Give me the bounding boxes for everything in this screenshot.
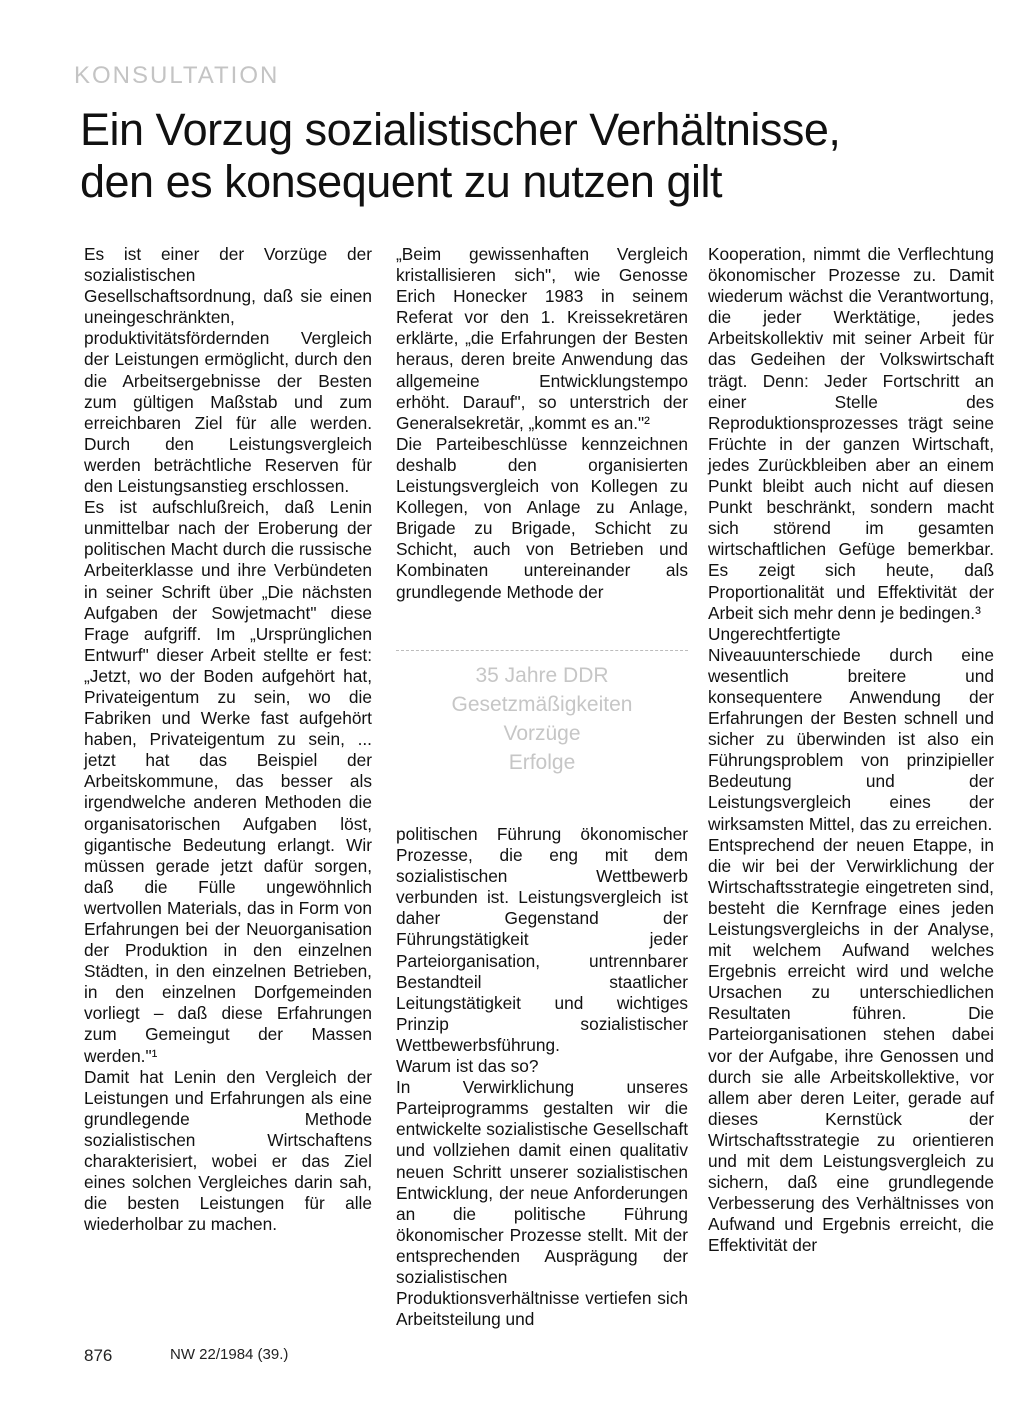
text-column-3 [708,244,994,1257]
anniversary-stamp [396,650,688,811]
issue-reference: NW 22/1984 (39.) [170,1346,289,1363]
paragraph: Ungerechtfertigte Niveauunterschiede durch eine wesentlich breitere und konsequentere Anwendung der Erfahrungen der Besten schnell und sicher zu überwinden ist also ein Führungsproblem von prinzipieller Bedeutung und der Leistungsvergleich eines der wirksamsten Mittel, das zu erreichen. [708,623,994,834]
paragraph: „Beim gewissenhaften Vergleich kristallisieren sich", wie Genosse Erich Honecker 1983 in seinem Referat vor den 1. Kreissekretären erklärte, „die Erfahrungen der Besten heraus, deren breite Anwendung das allgemeine Entwicklungstempo erhöht. Darauf", so unterstrich der Generalsekretär, „kommt es an."² [396,244,688,433]
text-column-2-top [396,244,688,603]
headline-line-1: Ein Vorzug sozialistischer Verhältnisse, [80,104,841,155]
headline-line-2: den es konsequent zu nutzen gilt [80,156,722,207]
paragraph: politischen Führung ökonomischer Prozesse, die eng mit dem sozialistischen Wettbewerb verbunden ist. Leistungsvergleich ist daher Gegenstand der Führungstätigkeit jeder Parteiorganisation, untrennbarer Bestandteil staatlicher Leitungstätigkeit und wichtiges Prinzip sozialistischer Wettbewerbsführung. [396,824,688,1055]
paragraph: Kooperation, nimmt die Verflechtung ökonomischer Prozesse zu. Damit wiederum wächst die Verantwortung, die jeder Werktätige, jedes Arbeitskollektiv mit seiner Arbeit für das Gedeihen der Volkswirtschaft trägt. Denn: Jeder Fortschritt an einer Stelle des Reproduktionsprozesses trägt seine Früchte in der ganzen Wirtschaft, jedes Zurückbleiben aber an einem Punkt bleibt auch nicht auf diesen Punkt beschränkt, sondern macht sich störend im gesamten wirtschaftlichen Gefüge bemerkbar. Es zeigt sich heute, daß Proportionalität und Effektivität der Arbeit sich mehr denn je bedingen.³ [708,244,994,623]
paragraph: Damit hat Lenin den Vergleich der Leistungen und Erfahrungen als eine grundlegende Methode sozialistischen Wirtschaftens charakterisiert, wobei er das Ziel eines solchen Vergleiches darin sah, die besten Leistungen für alle wiederholbar zu machen. [84,1066,372,1235]
stamp-line-3: Vorzüge [503,722,581,745]
paragraph: Es ist einer der Vorzüge der sozialistischen Gesellschaftsordnung, daß sie einen uneingeschränkten, produktivitätsfördernden Vergleich der Leistungen ermöglicht, durch den die Arbeitsergebnisse der Besten zum gültigen Maßstab und zum erreichbaren Ziel für alle werden. Durch den Leistungsvergleich werden beträchtliche Reserven für den Leistungsanstieg erschlossen. [84,244,372,497]
paragraph: Es ist aufschlußreich, daß Lenin unmittelbar nach der Eroberung der politischen Macht durch die russische Arbeiterklasse und ihre Verbündeten in seiner Schrift über „Die nächsten Aufgaben der Sowjetmacht" diese Frage aufgriff. Im „Ursprünglichen Entwurf" dieser Arbeit stellte er fest: „Jetzt, wo der Boden aufgehört hat, Privateigentum zu sein, wo die Fabriken und Werke fast aufgehört haben, Privateigentum zu sein, ... jetzt hat das Beispiel der Arbeitskommune, das besser als irgendwelche anderen Methoden die organisatorischen Aufgaben löst, gigantische Bedeutung erlangt. Wir müssen gerade jetzt dafür sorgen, daß die Fülle ungewöhnlich wertvollen Materials, das in Form von Erfahrungen bei der Neuorganisation der Produktion in den einzelnen Städten, in den einzelnen Betrieben, in den einzelnen Dorfgemeinden vorliegt – daß diese Erfahrungen zum Gemeingut der Massen werden."¹ [84,497,372,1066]
stamp-line-1: 35 Jahre DDR [475,664,609,687]
paragraph: In Verwirklichung unseres Parteiprogramms gestalten wir die entwickelte sozialistische Gesellschaft und vollziehen damit einen qualitativ neuen Schritt unserer sozialistischen Entwicklung, der neue Anforderungen an die politische Führung ökonomischer Prozesse stellt. Mit der entsprechenden Ausprägung der sozialistischen Produktionsverhältnisse vertiefen sich Arbeitsteilung und [396,1077,688,1330]
stamp-line-2: Gesetzmäßigkeiten [451,693,633,716]
paragraph: Entsprechend der neuen Etappe, in die wir bei der Verwirklichung der Wirtschaftsstrategie eingetreten sind, besteht die Kernfrage eines jeden Leistungsvergleichs in der Analyse, mit welchem Aufwand welches Ergebnis erreicht wird und welche Ursachen zu unterschiedlichen Resultaten führen. Die Parteiorganisationen stehen dabei vor der Aufgabe, ihre Genossen und durch sie alle Arbeitskollektive, vor allem aber deren Leiter, gerade auf dieses Kernstück der Wirtschaftsstrategie zu orientieren und mit dem Leistungsvergleich zu sichern, daß eine grundlegende Verbesserung des Verhältnisses von Aufwand und Ergebnis erreicht, die Effektivität der [708,834,994,1256]
text-column-1 [84,244,372,1235]
paragraph: Warum ist das so? [396,1056,539,1077]
article-headline [80,104,960,208]
stamp-line-4: Erfolge [508,751,576,774]
paragraph: Die Parteibeschlüsse kennzeichnen deshalb den organisierten Leistungsvergleich von Kollegen zu Kollegen, von Anlage zu Anlage, Brigade zu Brigade, Schicht zu Schicht, auch von Betrieben und Kombinaten untereinander als grundlegende Methode der [396,433,688,602]
page-number: 876 [84,1346,113,1365]
text-column-2-bottom [396,824,688,1330]
section-kicker: KONSULTATION [74,62,280,89]
